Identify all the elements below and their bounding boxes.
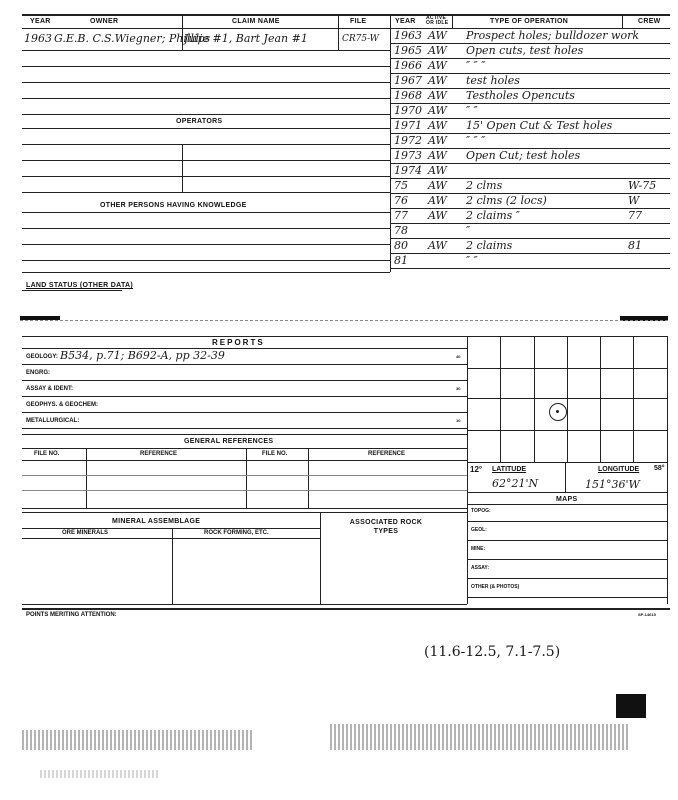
owner-year: 1963 xyxy=(24,32,52,45)
form-number: SP-14615 xyxy=(638,612,656,617)
activity-operation: Open Cut; test holes xyxy=(466,149,581,162)
other-persons-label: OTHER PERSONS HAVING KNOWLEDGE xyxy=(100,202,247,209)
latitude-label: LATITUDE xyxy=(492,466,527,473)
activity-operation: test holes xyxy=(466,74,520,87)
activity-operation: ″ ″ xyxy=(466,104,478,117)
ore-minerals-label: ORE MINERALS xyxy=(62,530,109,536)
header-year: YEAR xyxy=(30,18,51,25)
gen-ref-reference-1: REFERENCE xyxy=(140,451,178,457)
operators-label: OPERATORS xyxy=(176,118,223,125)
header-claim-name: CLAIM NAME xyxy=(232,18,280,25)
activity-year: 1973 xyxy=(394,149,422,162)
activity-row-rule xyxy=(390,253,670,254)
report-value: B534, p.71; B692-A, pp 32-39 xyxy=(60,349,225,362)
report-number: 30 xyxy=(456,386,461,391)
activity-operation: Prospect holes; bulldozer work xyxy=(466,29,639,42)
activity-operation: 2 claims ″ xyxy=(466,209,520,222)
activity-year: 1974 xyxy=(394,164,422,177)
scan-artifact-block xyxy=(616,694,646,718)
activity-status: AW xyxy=(428,209,447,222)
map-row-rule xyxy=(467,521,667,522)
map-row-rule xyxy=(467,578,667,579)
header-year-2: YEAR xyxy=(395,18,416,25)
report-label: ASSAY & IDENT: xyxy=(26,386,74,392)
activity-operation: 15' Open Cut & Test holes xyxy=(466,119,613,132)
rock-forming-label: ROCK FORMING, ETC. xyxy=(204,530,269,536)
activity-row-rule xyxy=(390,223,670,224)
map-row-rule xyxy=(467,559,667,560)
report-number: 40 xyxy=(456,354,461,359)
scan-noise-right xyxy=(330,724,630,750)
location-dot xyxy=(556,410,559,413)
activity-status: AW xyxy=(428,134,447,147)
longitude-value: 151°36'W xyxy=(585,478,640,491)
activity-status: AW xyxy=(428,29,447,42)
gen-ref-file-no-2: FILE NO. xyxy=(262,451,288,457)
report-row-rule xyxy=(22,428,467,429)
activity-status: AW xyxy=(428,119,447,132)
header-active-idle: ACTIVE OR IDLE xyxy=(426,15,449,26)
activity-year: 77 xyxy=(394,209,408,222)
map-row-label: MINE: xyxy=(471,546,486,552)
top-section xyxy=(0,0,678,300)
header-crew: CREW xyxy=(638,18,661,25)
activity-crew: 81 xyxy=(628,239,642,252)
report-number: 10 xyxy=(456,418,461,423)
activity-year: 1967 xyxy=(394,74,422,87)
report-row-rule xyxy=(22,412,467,413)
activity-status: AW xyxy=(428,89,447,102)
activity-status: AW xyxy=(428,104,447,117)
map-row-rule xyxy=(467,597,667,598)
activity-year: 81 xyxy=(394,254,408,267)
activity-year: 76 xyxy=(394,194,408,207)
activity-year: 1971 xyxy=(394,119,422,132)
activity-year: 78 xyxy=(394,224,408,237)
activity-operation: Open cuts, test holes xyxy=(466,44,584,57)
lat-prefix: 12° xyxy=(470,465,483,474)
activity-year: 1970 xyxy=(394,104,422,117)
map-row-rule xyxy=(467,540,667,541)
activity-operation: 2 claims xyxy=(466,239,513,252)
activity-status: AW xyxy=(428,59,447,72)
map-row-label: GEOL: xyxy=(471,527,487,533)
map-row-label: ASSAY: xyxy=(471,565,490,571)
activity-operation: ″ xyxy=(466,224,471,237)
longitude-label: LONGITUDE xyxy=(598,466,640,473)
activity-row-rule xyxy=(390,268,670,269)
activity-operation: 2 clms xyxy=(466,179,503,192)
owner-name: G.E.B. C.S.Wiegner; Phillips xyxy=(54,32,211,45)
activity-year: 75 xyxy=(394,179,408,192)
reports-title: REPORTS xyxy=(212,338,265,347)
activity-operation: ″ ″ xyxy=(466,254,478,267)
activity-crew: W-75 xyxy=(628,179,657,192)
map-row-label: OTHER (& PHOTOS) xyxy=(471,584,520,590)
activity-year: 1972 xyxy=(394,134,422,147)
report-row-rule xyxy=(22,396,467,397)
general-references-label: GENERAL REFERENCES xyxy=(184,438,274,445)
activity-year: 1966 xyxy=(394,59,422,72)
activity-operation: Testholes Opencuts xyxy=(466,89,575,102)
activity-crew: 77 xyxy=(628,209,642,222)
report-label: GEOPHYS. & GEOCHEM: xyxy=(26,402,99,408)
coordinate-note: (11.6-12.5, 7.1-7.5) xyxy=(424,644,561,660)
activity-year: 1968 xyxy=(394,89,422,102)
activity-status: AW xyxy=(428,179,447,192)
report-label: ENGRG: xyxy=(26,370,50,376)
activity-operation: ″ ″ ″ xyxy=(466,59,486,72)
activity-status: AW xyxy=(428,149,447,162)
map-row-label: TOPOG: xyxy=(471,508,491,514)
activity-year: 1965 xyxy=(394,44,422,57)
long-suffix: 58° xyxy=(654,465,665,472)
scan-noise-left xyxy=(22,730,252,750)
report-row-rule xyxy=(22,380,467,381)
activity-status: AW xyxy=(428,164,447,177)
report-label: METALLURGICAL: xyxy=(26,418,80,424)
gen-ref-file-no-1: FILE NO. xyxy=(34,451,60,457)
header-owner: OWNER xyxy=(90,18,119,25)
activity-status: AW xyxy=(428,44,447,57)
scan-noise-bottom xyxy=(40,770,160,778)
activity-crew: W xyxy=(628,194,640,207)
activity-status: AW xyxy=(428,194,447,207)
activity-status: AW xyxy=(428,239,447,252)
gen-ref-reference-2: REFERENCE xyxy=(368,451,406,457)
activity-year: 1963 xyxy=(394,29,422,42)
points-meriting-attention: POINTS MERITING ATTENTION: xyxy=(26,612,117,618)
activity-year: 80 xyxy=(394,239,408,252)
activity-operation: 2 clms (2 locs) xyxy=(466,194,547,207)
claim-name: Julie #1, Bart Jean #1 xyxy=(184,32,308,45)
latitude-value: 62°21'N xyxy=(492,477,539,490)
activity-operation: ″ ″ ″ xyxy=(466,134,486,147)
land-status-label: LAND STATUS (OTHER DATA) xyxy=(26,282,134,289)
mineral-assemblage-label: MINERAL ASSEMBLAGE xyxy=(112,518,201,525)
associated-rock-types-label: ASSOCIATED ROCK TYPES xyxy=(349,519,423,535)
file-number: CR75-W xyxy=(342,34,379,44)
header-file: FILE xyxy=(350,18,367,25)
reports-section xyxy=(0,332,678,622)
report-label: GEOLOGY: xyxy=(26,354,58,360)
header-type-of-operation: TYPE OF OPERATION xyxy=(490,18,569,25)
maps-label: MAPS xyxy=(556,496,578,503)
report-row-rule xyxy=(22,364,467,365)
activity-status: AW xyxy=(428,74,447,87)
